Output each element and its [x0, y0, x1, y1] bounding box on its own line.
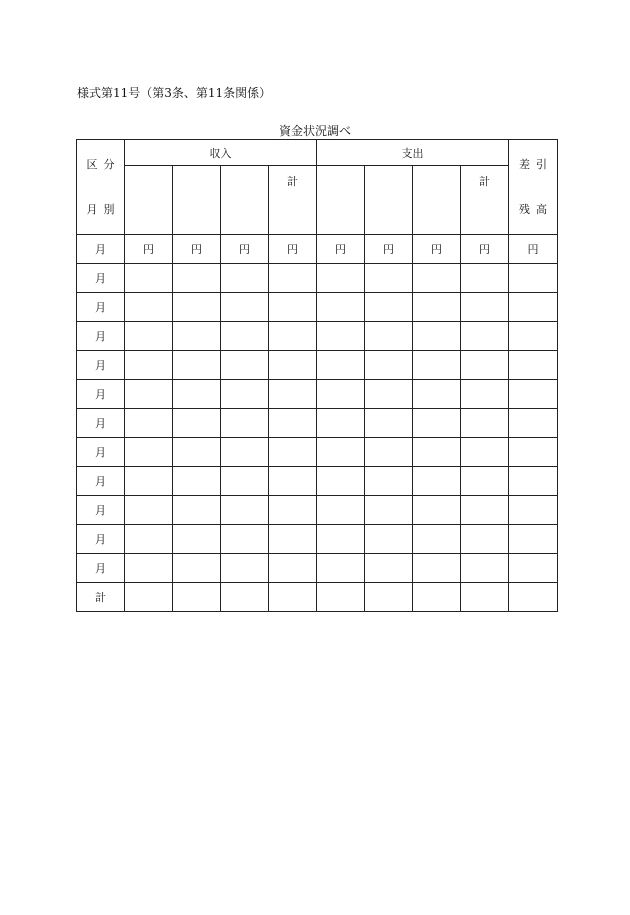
expense-subtotal-label: 計 [479, 175, 490, 188]
table-row [77, 380, 558, 409]
entry-cell[interactable] [365, 467, 413, 496]
unit-cell: 円 [125, 235, 173, 264]
entry-cell[interactable] [461, 467, 509, 496]
month-cell: 月 [77, 496, 125, 525]
expense-item-header [365, 166, 413, 235]
entry-cell[interactable] [461, 264, 509, 293]
expense-item-header [413, 166, 461, 235]
unit-cell: 円 [413, 235, 461, 264]
entry-cell[interactable] [173, 409, 221, 438]
unit-cell: 円 [461, 235, 509, 264]
entry-cell[interactable] [461, 554, 509, 583]
income-header: 収入 [125, 140, 317, 166]
month-cell: 月 [77, 235, 125, 264]
entry-cell[interactable] [125, 583, 173, 612]
entry-cell[interactable] [413, 322, 461, 351]
entry-cell[interactable] [173, 554, 221, 583]
entry-cell[interactable] [461, 293, 509, 322]
entry-cell[interactable] [125, 322, 173, 351]
entry-cell[interactable] [317, 583, 365, 612]
entry-cell[interactable] [173, 496, 221, 525]
entry-cell[interactable] [413, 380, 461, 409]
entry-cell[interactable] [173, 351, 221, 380]
unit-cell: 円 [509, 235, 558, 264]
unit-cell: 円 [269, 235, 317, 264]
entry-cell[interactable] [125, 496, 173, 525]
entry-cell[interactable] [461, 351, 509, 380]
entry-cell[interactable] [461, 496, 509, 525]
month-cell: 月 [77, 525, 125, 554]
category-header-top: 区分 [86, 158, 121, 171]
entry-cell[interactable] [365, 554, 413, 583]
entry-cell[interactable] [365, 438, 413, 467]
table-row [77, 322, 558, 351]
entry-cell[interactable] [509, 467, 558, 496]
expense-header: 支出 [317, 140, 509, 166]
document-title: 資金状況調べ [278, 124, 351, 138]
entry-cell[interactable] [221, 583, 269, 612]
entry-cell[interactable] [509, 322, 558, 351]
table-row [77, 235, 558, 264]
entry-cell[interactable] [365, 322, 413, 351]
entry-cell[interactable] [413, 583, 461, 612]
unit-cell: 円 [221, 235, 269, 264]
entry-cell[interactable] [221, 322, 269, 351]
entry-cell[interactable] [365, 583, 413, 612]
entry-cell[interactable] [221, 496, 269, 525]
entry-cell[interactable] [173, 322, 221, 351]
entry-cell[interactable] [413, 525, 461, 554]
entry-cell[interactable] [365, 409, 413, 438]
income-item-header [221, 166, 269, 235]
entry-cell[interactable] [461, 380, 509, 409]
entry-cell[interactable] [365, 293, 413, 322]
table-row [77, 467, 558, 496]
entry-cell[interactable] [317, 554, 365, 583]
entry-cell[interactable] [269, 496, 317, 525]
entry-cell[interactable] [413, 554, 461, 583]
table-row [77, 264, 558, 293]
unit-cell: 円 [173, 235, 221, 264]
month-cell: 月 [77, 351, 125, 380]
entry-cell[interactable] [317, 264, 365, 293]
balance-header-top: 差引 [519, 158, 553, 171]
entry-cell[interactable] [221, 525, 269, 554]
month-cell: 月 [77, 467, 125, 496]
entry-cell[interactable] [413, 438, 461, 467]
month-cell: 月 [77, 438, 125, 467]
entry-cell[interactable] [269, 438, 317, 467]
entry-cell[interactable] [365, 351, 413, 380]
entry-cell[interactable] [413, 293, 461, 322]
entry-cell[interactable] [413, 467, 461, 496]
table-row [77, 525, 558, 554]
month-cell: 月 [77, 264, 125, 293]
entry-cell[interactable] [125, 380, 173, 409]
entry-cell[interactable] [269, 583, 317, 612]
form-number-label: 様式第11号（第3条、第11条関係） [77, 86, 272, 100]
balance-header [509, 140, 558, 235]
unit-cell: 円 [365, 235, 413, 264]
entry-cell[interactable] [269, 409, 317, 438]
entry-cell[interactable] [365, 380, 413, 409]
entry-cell[interactable] [317, 351, 365, 380]
entry-cell[interactable] [173, 438, 221, 467]
entry-cell[interactable] [365, 496, 413, 525]
income-item-header [125, 166, 173, 235]
expense-item-header [317, 166, 365, 235]
entry-cell[interactable] [221, 467, 269, 496]
entry-cell[interactable] [125, 525, 173, 554]
entry-cell[interactable] [173, 380, 221, 409]
balance-header-bottom: 残高 [519, 203, 553, 216]
entry-cell[interactable] [125, 554, 173, 583]
entry-cell[interactable] [365, 525, 413, 554]
entry-cell[interactable] [173, 583, 221, 612]
entry-cell[interactable] [509, 351, 558, 380]
entry-cell[interactable] [317, 380, 365, 409]
entry-cell[interactable] [461, 409, 509, 438]
entry-cell[interactable] [317, 467, 365, 496]
entry-cell[interactable] [221, 380, 269, 409]
entry-cell[interactable] [221, 409, 269, 438]
expense-subtotal-header [461, 166, 509, 235]
total-row [77, 583, 558, 612]
entry-cell[interactable] [317, 293, 365, 322]
entry-cell[interactable] [509, 409, 558, 438]
entry-cell[interactable] [269, 293, 317, 322]
entry-cell[interactable] [125, 467, 173, 496]
entry-cell[interactable] [509, 293, 558, 322]
entry-cell[interactable] [125, 293, 173, 322]
entry-cell[interactable] [509, 583, 558, 612]
total-cell: 計 [77, 583, 125, 612]
entry-cell[interactable] [461, 525, 509, 554]
entry-cell[interactable] [461, 583, 509, 612]
entry-cell[interactable] [125, 264, 173, 293]
entry-cell[interactable] [509, 438, 558, 467]
entry-cell[interactable] [413, 409, 461, 438]
entry-cell[interactable] [413, 351, 461, 380]
entry-cell[interactable] [509, 525, 558, 554]
income-subtotal-label: 計 [287, 175, 298, 188]
month-cell: 月 [77, 380, 125, 409]
month-cell: 月 [77, 409, 125, 438]
entry-cell[interactable] [269, 380, 317, 409]
entry-cell[interactable] [125, 351, 173, 380]
header-row-2 [77, 166, 558, 235]
entry-cell[interactable] [509, 380, 558, 409]
entry-cell[interactable] [317, 496, 365, 525]
unit-cell: 円 [317, 235, 365, 264]
category-header-bottom: 月別 [86, 203, 121, 216]
header-row-1 [77, 140, 558, 166]
entry-cell[interactable] [269, 264, 317, 293]
entry-cell[interactable] [125, 438, 173, 467]
table-row [77, 496, 558, 525]
table-row [77, 351, 558, 380]
entry-cell[interactable] [125, 409, 173, 438]
entry-cell[interactable] [173, 525, 221, 554]
entry-cell[interactable] [317, 322, 365, 351]
table-row [77, 438, 558, 467]
entry-cell[interactable] [221, 438, 269, 467]
entry-cell[interactable] [509, 496, 558, 525]
entry-cell[interactable] [173, 264, 221, 293]
fund-status-table [76, 139, 558, 612]
entry-cell[interactable] [173, 293, 221, 322]
month-cell: 月 [77, 554, 125, 583]
entry-cell[interactable] [173, 467, 221, 496]
entry-cell[interactable] [509, 554, 558, 583]
entry-cell[interactable] [269, 467, 317, 496]
entry-cell[interactable] [317, 409, 365, 438]
category-header [77, 140, 125, 235]
entry-cell[interactable] [221, 264, 269, 293]
entry-cell[interactable] [221, 554, 269, 583]
entry-cell[interactable] [269, 322, 317, 351]
entry-cell[interactable] [269, 351, 317, 380]
table-row [77, 293, 558, 322]
entry-cell[interactable] [269, 525, 317, 554]
month-cell: 月 [77, 322, 125, 351]
table-row [77, 554, 558, 583]
entry-cell[interactable] [509, 264, 558, 293]
entry-cell[interactable] [221, 293, 269, 322]
entry-cell[interactable] [461, 438, 509, 467]
month-cell: 月 [77, 293, 125, 322]
entry-cell[interactable] [317, 525, 365, 554]
entry-cell[interactable] [413, 264, 461, 293]
entry-cell[interactable] [221, 351, 269, 380]
income-item-header [173, 166, 221, 235]
entry-cell[interactable] [461, 322, 509, 351]
entry-cell[interactable] [365, 264, 413, 293]
table-row [77, 409, 558, 438]
entry-cell[interactable] [413, 496, 461, 525]
income-subtotal-header [269, 166, 317, 235]
entry-cell[interactable] [317, 438, 365, 467]
entry-cell[interactable] [269, 554, 317, 583]
